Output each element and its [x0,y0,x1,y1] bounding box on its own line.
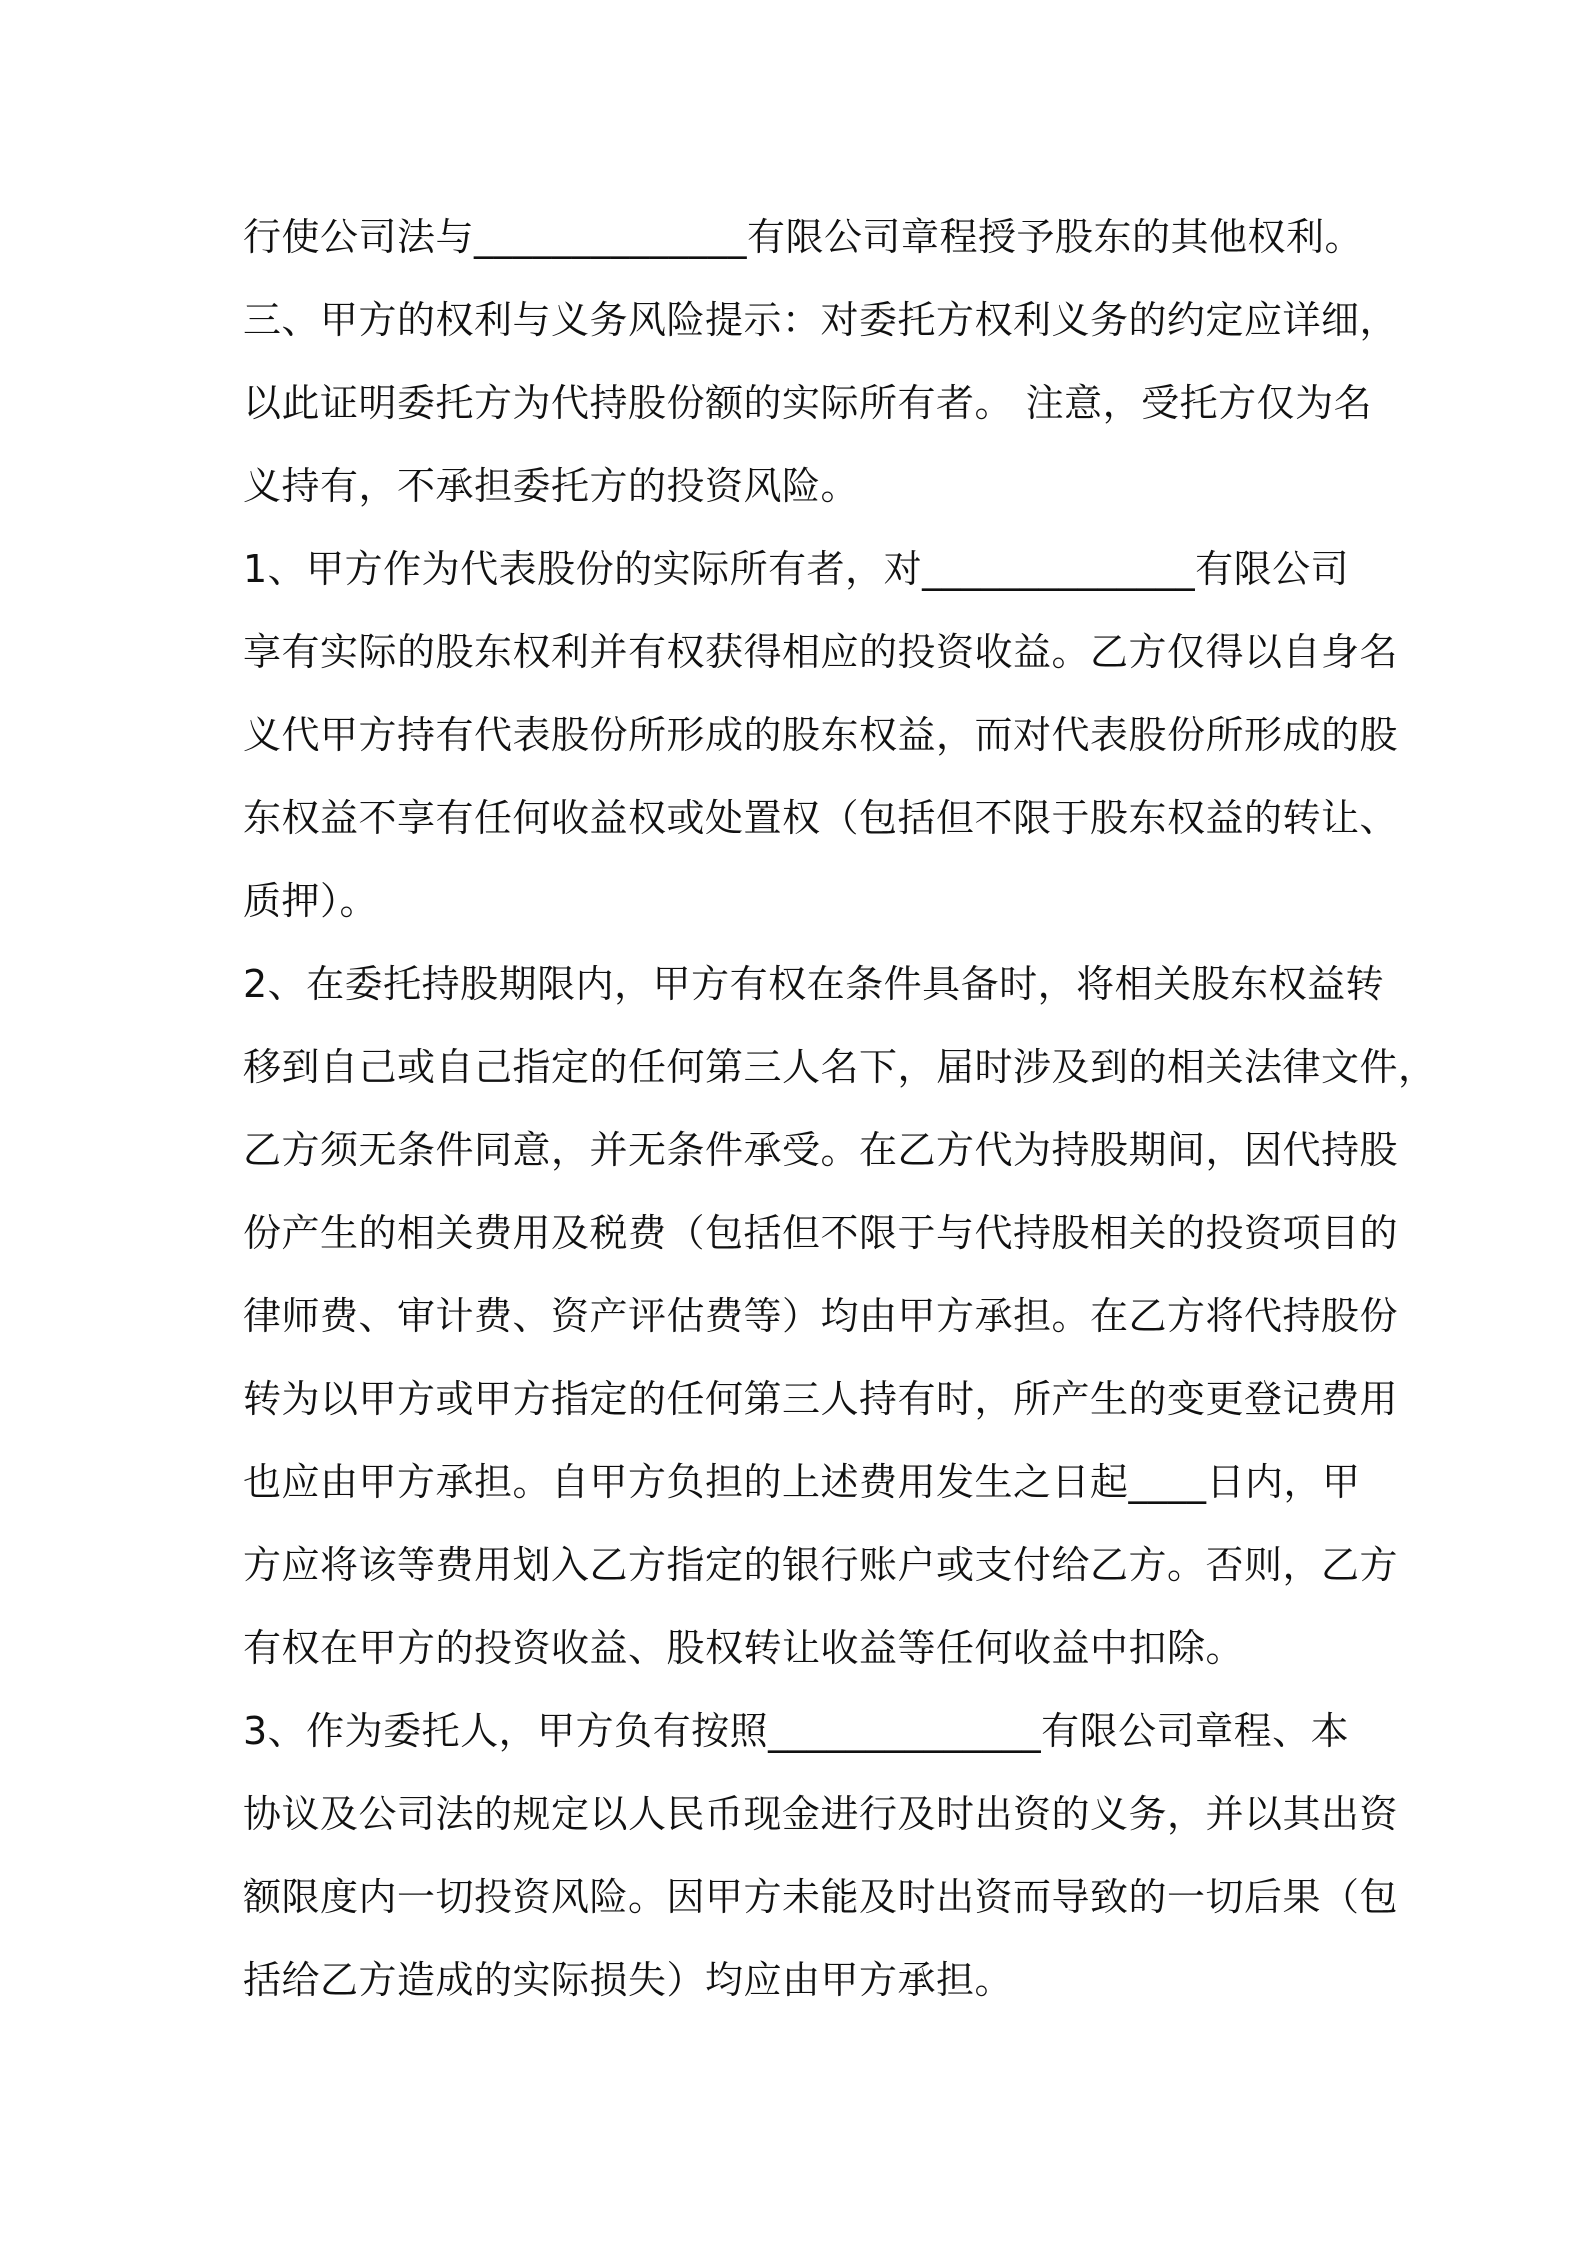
text-line: 转为以甲方或甲方指定的任何第三人持有时，所产生的变更登记费用 [243,1377,1399,1421]
text-line: 律师费、审计费、资产评估费等）均由甲方承担。在乙方将代持股份 [243,1294,1399,1338]
clause-1-line: 1、甲方作为代表股份的实际所有者，对______________有限公司 [243,547,1350,591]
text-line: 协议及公司法的规定以人民币现金进行及时出资的义务，并以其出资 [243,1792,1399,1836]
text-line: 方应将该等费用划入乙方指定的银行账户或支付给乙方。否则，乙方 [243,1543,1399,1587]
text-line: 括给乙方造成的实际损失）均应由甲方承担。 [243,1958,1014,2002]
text-line: 也应由甲方承担。自甲方负担的上述费用发生之日起____日内，甲 [243,1460,1361,1504]
text-line: 质押）。 [243,879,379,923]
text-line: 义持有，不承担委托方的投资风险。 [243,464,860,508]
text-line: 有权在甲方的投资收益、股权转让收益等任何收益中扣除。 [243,1626,1245,1670]
text-line: 移到自己或自己指定的任何第三人名下，届时涉及到的相关法律文件， [243,1045,1437,1089]
section-heading-line: 三、甲方的权利与义务风险提示：对委托方权利义务的约定应详细， [243,298,1399,342]
text-line: 东权益不享有任何收益权或处置权（包括但不限于股东权益的转让、 [243,796,1399,840]
text-line: 额限度内一切投资风险。因甲方未能及时出资而导致的一切后果（包 [243,1875,1399,1919]
text-line: 以此证明委托方为代持股份额的实际所有者。 注意，受托方仅为名 [243,381,1373,425]
text-line: 行使公司法与______________有限公司章程授予股东的其他权利。 [243,215,1364,259]
text-line: 享有实际的股东权利并有权获得相应的投资收益。乙方仅得以自身名 [243,630,1399,674]
text-line: 义代甲方持有代表股份所形成的股东权益，而对代表股份所形成的股 [243,713,1399,757]
text-line: 乙方须无条件同意，并无条件承受。在乙方代为持股期间，因代持股 [243,1128,1399,1172]
clause-3-line: 3、作为委托人，甲方负有按照______________有限公司章程、本 [243,1709,1350,1753]
document-body [243,196,1437,2022]
text-line: 份产生的相关费用及税费（包括但不限于与代持股相关的投资项目的 [243,1211,1399,1255]
clause-2-line: 2、在委托持股期限内，甲方有权在条件具备时，将相关股东权益转 [243,962,1385,1006]
